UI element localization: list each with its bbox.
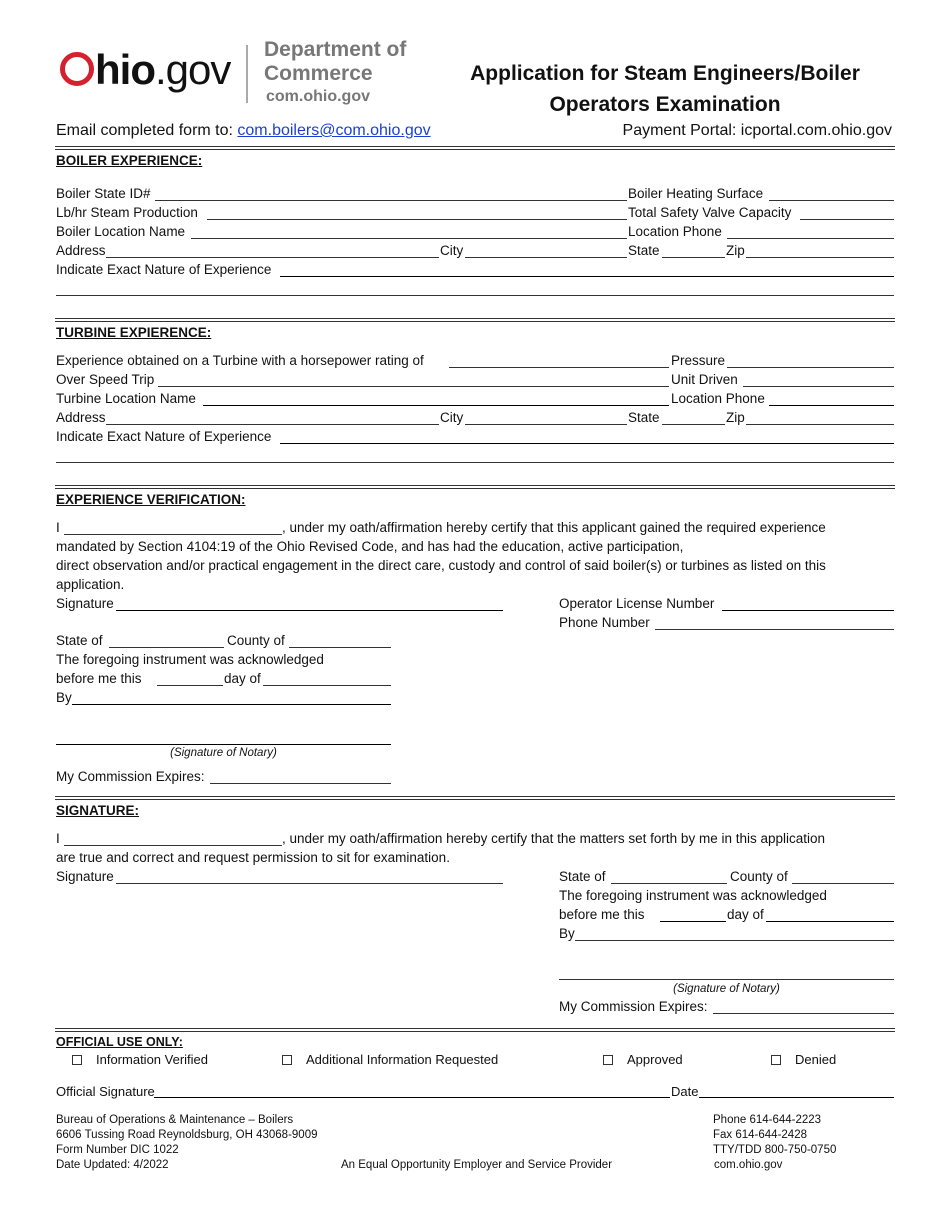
verification-text-3: direct observation and/or practical engagement in the direct care, custody and control of said boiler(s) or turbines as listed on this — [56, 558, 826, 573]
department-url: com.ohio.gov — [266, 88, 370, 105]
check-denied[interactable]: Denied — [771, 1052, 836, 1067]
steam-production-label: Lb/hr Steam Production — [56, 205, 198, 220]
turbine-nature-label: Indicate Exact Nature of Experience — [56, 429, 272, 444]
boiler-zip-field[interactable] — [746, 257, 894, 258]
verification-state-of-label: State of — [56, 633, 103, 648]
boiler-location-name-field[interactable] — [191, 238, 627, 239]
verification-heading: EXPERIENCE VERIFICATION: — [56, 492, 246, 507]
verification-state-of-field[interactable] — [109, 647, 224, 648]
turbine-heading: TURBINE EXPIERENCE: — [56, 325, 212, 340]
signature-heading: SIGNATURE: — [56, 803, 139, 818]
verification-signature-field[interactable] — [116, 610, 503, 611]
applicant-name-field[interactable] — [64, 845, 282, 846]
turbine-state-field[interactable] — [662, 424, 725, 425]
form-title: Application for Steam Engineers/Boiler Operators Examination — [470, 62, 860, 116]
official-date-field[interactable] — [699, 1097, 894, 1098]
section-divider — [55, 146, 895, 150]
email-instruction: Email completed form to: com.boilers@com.ohio.gov — [56, 122, 431, 139]
signature-notary-signature-field[interactable] — [559, 979, 894, 980]
turbine-address-field[interactable] — [106, 424, 439, 425]
footer-address: 6606 Tussing Road Reynoldsburg, OH 43068-9009 — [56, 1129, 318, 1141]
official-signature-field[interactable] — [154, 1097, 670, 1098]
footer-bureau: Bureau of Operations & Maintenance – Boilers — [56, 1114, 294, 1126]
boiler-location-phone-label: Location Phone — [628, 224, 722, 239]
signature-day-of: day of — [727, 907, 764, 922]
boiler-heating-surface-field[interactable] — [769, 200, 894, 201]
steam-production-field[interactable] — [207, 219, 627, 220]
applicant-signature-label: Signature — [56, 869, 114, 884]
checkbox-icon[interactable] — [603, 1055, 613, 1065]
boiler-state-id-field[interactable] — [155, 200, 627, 201]
turbine-state-label: State — [628, 410, 660, 425]
boiler-state-label: State — [628, 243, 660, 258]
verification-notary-caption: (Signature of Notary) — [170, 747, 277, 759]
verification-by-label: By — [56, 690, 72, 705]
signature-state-of-label: State of — [559, 869, 606, 884]
verification-signature-label: Signature — [56, 596, 114, 611]
checkbox-icon[interactable] — [771, 1055, 781, 1065]
boiler-location-phone-field[interactable] — [727, 238, 894, 239]
boiler-nature-field[interactable] — [280, 276, 894, 277]
verification-county-of-field[interactable] — [289, 647, 391, 648]
unit-driven-field[interactable] — [743, 386, 894, 387]
turbine-hp-label: Experience obtained on a Turbine with a horsepower rating of — [56, 353, 424, 368]
signature-ack-text: The foregoing instrument was acknowledged — [559, 888, 827, 903]
boiler-city-label: City — [440, 243, 464, 258]
section-divider — [55, 796, 895, 800]
signature-text-1: , under my oath/affirmation hereby certify that the matters set forth by me in this application — [282, 831, 826, 846]
official-date-label: Date — [671, 1084, 699, 1099]
turbine-location-phone-label: Location Phone — [671, 391, 765, 406]
boiler-state-id-label: Boiler State ID# — [56, 186, 151, 201]
boiler-location-name-label: Boiler Location Name — [56, 224, 186, 239]
signature-by-label: By — [559, 926, 575, 941]
signature-commission-field[interactable] — [713, 1013, 894, 1014]
footer-tty: TTY/TDD 800-750-0750 — [713, 1144, 837, 1156]
signature-state-of-field[interactable] — [611, 883, 727, 884]
safety-valve-label: Total Safety Valve Capacity — [628, 205, 792, 220]
verification-day-of: day of — [224, 671, 261, 686]
applicant-signature-field[interactable] — [116, 883, 503, 884]
signature-by-field[interactable] — [575, 940, 894, 941]
verification-i: I — [56, 520, 60, 535]
turbine-city-field[interactable] — [465, 424, 627, 425]
check-approved[interactable]: Approved — [603, 1052, 683, 1067]
official-heading: OFFICIAL USE ONLY: — [56, 1035, 183, 1049]
turbine-city-label: City — [440, 410, 464, 425]
signature-county-of-label: County of — [730, 869, 788, 884]
turbine-hp-field[interactable] — [449, 367, 669, 368]
footer-phone: Phone 614-644-2223 — [713, 1114, 822, 1126]
turbine-zip-field[interactable] — [746, 424, 894, 425]
turbine-nature-field-2[interactable] — [56, 462, 894, 463]
safety-valve-field[interactable] — [800, 219, 894, 220]
footer-form-number: Form Number DIC 1022 — [56, 1144, 179, 1156]
ohio-o-icon — [60, 52, 94, 86]
section-divider — [55, 318, 895, 322]
check-information-verified[interactable]: Information Verified — [72, 1052, 208, 1067]
boiler-city-field[interactable] — [465, 257, 627, 258]
footer-site: com.ohio.gov — [714, 1159, 783, 1171]
boiler-heating-surface-label: Boiler Heating Surface — [628, 186, 764, 201]
verification-phone-label: Phone Number — [559, 615, 650, 630]
verification-ack-text: The foregoing instrument was acknowledged — [56, 652, 324, 667]
turbine-nature-field[interactable] — [280, 443, 894, 444]
unit-driven-label: Unit Driven — [671, 372, 738, 387]
operator-license-field[interactable] — [722, 610, 894, 611]
payment-portal: Payment Portal: icportal.com.ohio.gov — [622, 122, 892, 139]
verification-month-field[interactable] — [263, 685, 391, 686]
verification-text-2: mandated by Section 4104:19 of the Ohio Revised Code, and has had the education, active participation, — [56, 539, 684, 554]
section-divider — [55, 1028, 895, 1032]
boiler-state-field[interactable] — [662, 257, 725, 258]
signature-notary-caption: (Signature of Notary) — [673, 983, 780, 995]
verification-by-field[interactable] — [72, 704, 391, 705]
signature-i: I — [56, 831, 60, 846]
boiler-address-field[interactable] — [106, 257, 439, 258]
verification-text-4: application. — [56, 577, 125, 592]
turbine-location-name-field[interactable] — [203, 405, 669, 406]
boiler-address-label: Address — [56, 243, 106, 258]
turbine-location-name-label: Turbine Location Name — [56, 391, 196, 406]
boiler-nature-label: Indicate Exact Nature of Experience — [56, 262, 272, 277]
verification-before-me: before me this — [56, 671, 142, 686]
verification-notary-signature-field[interactable] — [56, 744, 391, 745]
checkbox-icon[interactable] — [72, 1055, 82, 1065]
department-name: Department of Commerce — [264, 38, 407, 85]
verification-county-of-label: County of — [227, 633, 285, 648]
over-speed-field[interactable] — [158, 386, 669, 387]
verifier-name-field[interactable] — [64, 534, 282, 535]
turbine-pressure-label: Pressure — [671, 353, 726, 368]
signature-text-2: are true and correct and request permission to sit for examination. — [56, 850, 450, 865]
checkbox-icon[interactable] — [282, 1055, 292, 1065]
footer-date-updated: Date Updated: 4/2022 — [56, 1159, 169, 1171]
signature-month-field[interactable] — [766, 921, 894, 922]
boiler-heading: BOILER EXPERIENCE: — [56, 153, 203, 168]
verification-text-1: , under my oath/affirmation hereby certify that this applicant gained the required experience — [282, 520, 826, 535]
email-link[interactable]: com.boilers@com.ohio.gov — [237, 122, 431, 139]
verification-commission-label: My Commission Expires: — [56, 769, 205, 784]
turbine-location-phone-field[interactable] — [769, 405, 894, 406]
section-divider — [55, 485, 895, 489]
ohio-gov-logo: hio.gov — [60, 46, 230, 94]
turbine-pressure-field[interactable] — [727, 367, 894, 368]
logo-divider — [246, 45, 248, 103]
turbine-zip-label: Zip — [726, 410, 745, 425]
footer-fax: Fax 614-644-2428 — [713, 1129, 807, 1141]
boiler-zip-label: Zip — [726, 243, 745, 258]
signature-county-of-field[interactable] — [792, 883, 894, 884]
footer-equal-opportunity: An Equal Opportunity Employer and Service Provider — [341, 1159, 613, 1171]
operator-license-label: Operator License Number — [559, 596, 715, 611]
signature-day-field[interactable] — [660, 921, 726, 922]
over-speed-label: Over Speed Trip — [56, 372, 155, 387]
turbine-address-label: Address — [56, 410, 106, 425]
signature-commission-label: My Commission Expires: — [559, 999, 708, 1014]
verification-phone-field[interactable] — [655, 629, 894, 630]
official-signature-label: Official Signature — [56, 1084, 155, 1099]
verification-commission-field[interactable] — [210, 783, 391, 784]
check-additional-info[interactable]: Additional Information Requested — [282, 1052, 498, 1067]
boiler-nature-field-2[interactable] — [56, 295, 894, 296]
verification-day-field[interactable] — [157, 685, 223, 686]
signature-before-me: before me this — [559, 907, 645, 922]
